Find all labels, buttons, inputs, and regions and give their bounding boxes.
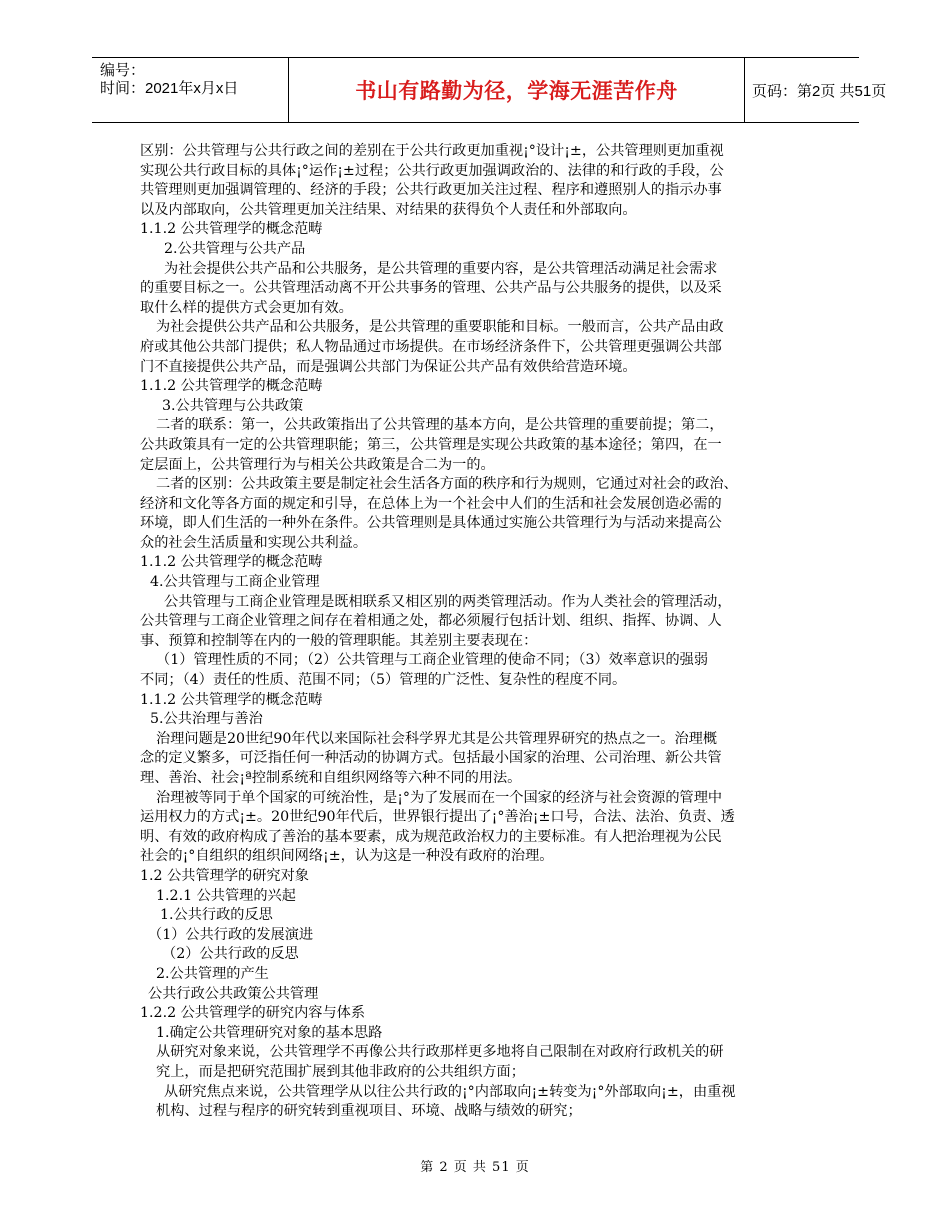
header-page-cell	[744, 58, 887, 122]
body-line: 1.1.2 公共管理学的概念范畴	[140, 554, 323, 571]
page-header	[92, 57, 887, 123]
body-line: 二者的联系：第一，公共政策指出了公共管理的基本方向，是公共管理的重要前提；第二，	[156, 417, 724, 434]
body-line: 事、预算和控制等在内的一般的管理职能。其差别主要表现在：	[140, 632, 538, 649]
body-line: 以及内部取向，公共管理更加关注结果、对结果的获得负个人责任和外部取向。	[140, 201, 637, 218]
body-line: 为社会提供公共产品和公共服务，是公共管理的重要内容，是公共管理活动满足社会需求	[164, 260, 718, 277]
body-line: 明、有效的政府构成了善治的基本要素，成为规范政治权力的主要标准。有人把治理视为公民	[140, 828, 722, 845]
time-label: 时间：2021年x月x日	[100, 80, 239, 97]
body-line: （1）管理性质的不同；（2）公共管理与工商企业管理的使命不同；（3）效率意识的强弱	[156, 652, 709, 669]
body-line: （2）公共行政的反思	[162, 946, 299, 963]
body-line: 1.1.2 公共管理学的概念范畴	[140, 378, 323, 395]
body-line: 府或其他公共部门提供；私人物品通过市场提供。在市场经济条件下，公共管理更强调公共部	[140, 338, 722, 355]
body-line: 3.公共管理与公共政策	[162, 397, 304, 414]
body-line: 从研究对象来说，公共管理学不再像公共行政那样更多地将自己限制在对政府行政机关的研	[156, 1044, 724, 1061]
body-line: 1.1.2 公共管理学的概念范畴	[140, 691, 323, 708]
body-line: 1.确定公共管理研究对象的基本思路	[156, 1024, 383, 1041]
body-line: 门不直接提供公共产品，而是强调公共部门为保证公共产品有效供给营造环境。	[140, 358, 637, 375]
body-line: 1.2 公共管理学的研究对象	[140, 867, 309, 884]
body-line: 1.2.1 公共管理的兴起	[156, 887, 296, 904]
body-line: 取什么样的提供方式会更加有效。	[140, 299, 353, 316]
body-line: 的重要目标之一。公共管理活动离不开公共事务的管理、公共产品与公共服务的提供，以及采	[140, 280, 722, 297]
body-line: 1.1.2 公共管理学的概念范畴	[140, 221, 323, 238]
body-line: 治理被等同于单个国家的可统治性，是¡°为了发展而在一个国家的经济与社会资源的管理中	[156, 789, 723, 806]
body-line: 二者的区别：公共政策主要是制定社会生活各方面的秩序和行为规则，它通过对社会的政治、	[156, 476, 738, 493]
body-line: 实现公共行政目标的具体¡°运作¡±过程；公共行政更加强调政治的、法律的和行政的手段，公	[140, 162, 724, 179]
body-line: 公共行政公共政策公共管理	[148, 985, 319, 1002]
code-label: 编号：	[100, 62, 146, 79]
body-line: 念的定义繁多，可泛指任何一种活动的协调方式。包括最小国家的治理、公司治理、新公共管	[140, 750, 722, 767]
body-line: 机构、过程与程序的研究转到重视项目、环境、战略与绩效的研究；	[156, 1103, 582, 1120]
body-line: 1.公共行政的反思	[160, 907, 273, 924]
body-line: 环境，即人们生活的一种外在条件。公共管理则是具体通过实施公共管理行为与活动来提高公	[140, 515, 722, 532]
body-line: 经济和文化等各方面的规定和引导，在总体上为一个社会中人们的生活和社会发展创造必需的	[140, 495, 722, 512]
body-line: 4.公共管理与工商企业管理	[150, 574, 320, 591]
header-motto-cell	[288, 58, 745, 122]
body-line: 运用权力的方式¡±。20世纪90年代后，世界银行提出了¡°善治¡±口号，合法、法治、负责、透	[140, 809, 735, 826]
body-line: 社会的¡°自组织的组织间网络¡±，认为这是一种没有政府的治理。	[140, 848, 554, 865]
body-line: 2.公共管理的产生	[156, 965, 269, 982]
page-info: 页码：第2页 共51页	[752, 82, 887, 100]
body-line: 究上，而是把研究范围扩展到其他非政府的公共组织方面；	[156, 1063, 525, 1080]
body-line: 2.公共管理与公共产品	[164, 240, 306, 257]
body-line: 理、善治、社会¡ª控制系统和自组织网络等六种不同的用法。	[140, 770, 522, 786]
body-line: （1）公共行政的发展演进	[148, 926, 314, 943]
body-line: 共管理则更加强调管理的、经济的手段；公共行政更加关注过程、程序和遵照别人的指示办事	[140, 182, 722, 199]
body-line: 不同；（4）责任的性质、范围不同；（5）管理的广泛性、复杂性的程度不同。	[140, 672, 627, 689]
body-line: 定层面上，公共管理行为与相关公共政策是合二为一的。	[140, 456, 495, 473]
body-line: 从研究焦点来说，公共管理学从以往公共行政的¡°内部取向¡±转变为¡°外部取向¡±，由重视	[164, 1083, 736, 1100]
body-line: 治理问题是20世纪90年代以来国际社会科学界尤其是公共管理界研究的热点之一。治理概	[156, 730, 718, 747]
page-footer: 第 2 页 共 51 页	[420, 1160, 530, 1175]
body-line: 5.公共治理与善治	[150, 711, 263, 728]
body-line: 区别：公共管理与公共行政之间的差别在于公共行政更加重视¡°设计¡±，公共管理则更加重视	[140, 143, 724, 159]
body-line: 1.2.2 公共管理学的研究内容与体系	[140, 1005, 366, 1022]
body-line: 公共管理与工商企业管理之间存在着相通之处，都必须履行包括计划、组织、指挥、协调、人	[140, 613, 722, 630]
motto-text: 书山有路勤为径，学海无涯苦作舟	[355, 79, 678, 103]
body-line: 为社会提供公共产品和公共服务，是公共管理的重要职能和目标。一般而言，公共产品由政	[156, 319, 724, 336]
body-line: 公共管理与工商企业管理是既相联系又相区别的两类管理活动。作为人类社会的管理活动，	[164, 593, 732, 610]
body-line: 公共政策具有一定的公共管理职能；第三，公共管理是实现公共政策的基本途径；第四，在一	[140, 436, 722, 453]
body-line: 众的社会生活质量和实现公共利益。	[140, 534, 368, 551]
header-meta	[92, 58, 288, 122]
document-body	[140, 142, 820, 1122]
